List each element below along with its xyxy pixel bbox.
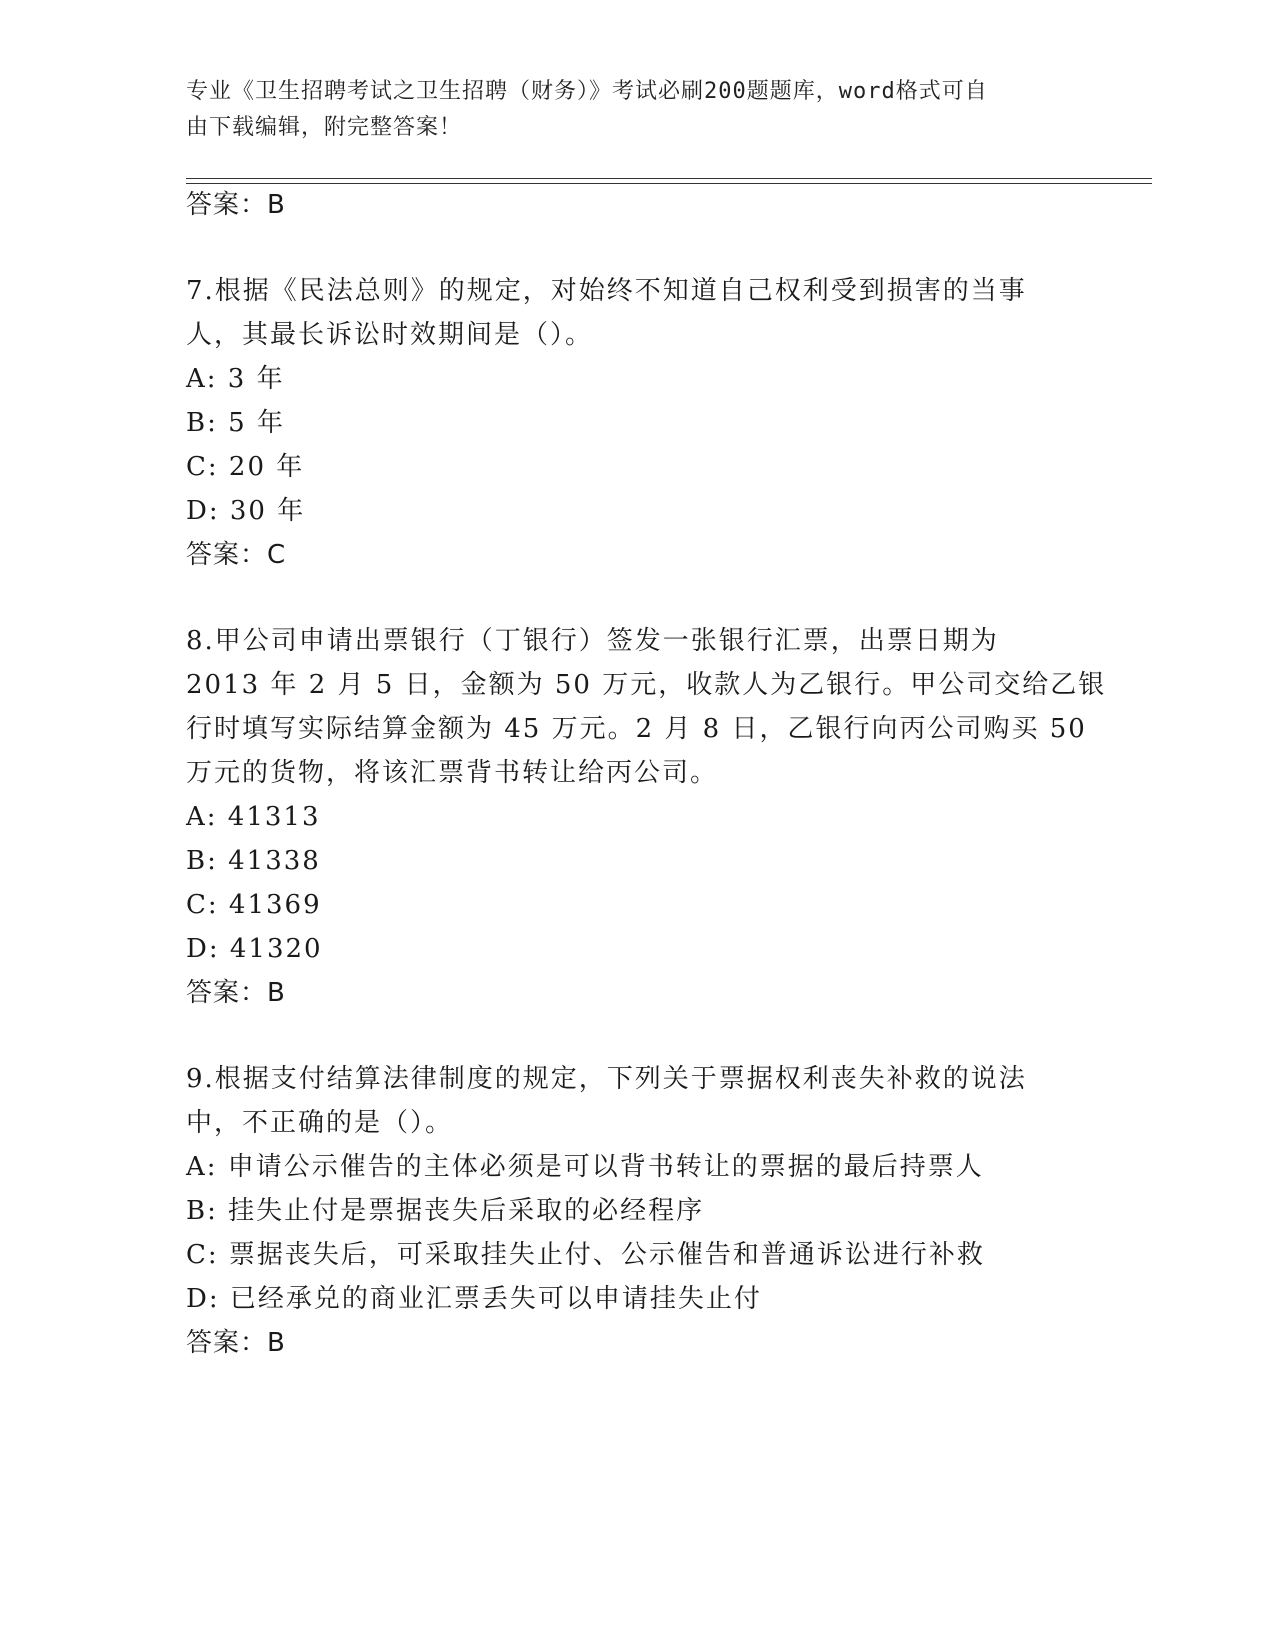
header-line-2: 由下载编辑，附完整答案！ <box>186 115 463 140</box>
previous-answer: 答案：B <box>186 190 286 220</box>
question-8-stem-line-3: 行时填写实际结算金额为 45 万元。2 月 8 日，乙银行向丙公司购买 50 <box>186 714 1087 744</box>
question-9-stem-line-1: 9.根据支付结算法律制度的规定，下列关于票据权利丧失补救的说法 <box>186 1064 1027 1094</box>
question-9-stem-line-2: 中，不正确的是（）。 <box>186 1108 454 1138</box>
question-7-stem-line-2: 人，其最长诉讼时效期间是（）。 <box>186 320 594 350</box>
question-9-option-a: A: 申请公示催告的主体必须是可以背书转让的票据的最后持票人 <box>186 1152 984 1182</box>
question-9-option-c: C: 票据丧失后，可采取挂失止付、公示催告和普通诉讼进行补救 <box>186 1240 985 1270</box>
question-7-option-c: C: 20 年 <box>186 452 305 482</box>
question-7-option-d: D: 30 年 <box>186 496 306 526</box>
document-header <box>186 74 1066 146</box>
question-8-answer: 答案：B <box>186 978 286 1008</box>
question-8-stem-line-1: 8.甲公司申请出票银行（丁银行）签发一张银行汇票，出票日期为 <box>186 626 999 656</box>
question-8-option-a: A: 41313 <box>186 802 321 832</box>
header-divider-top <box>186 178 1152 179</box>
question-9-answer: 答案：B <box>186 1328 286 1358</box>
question-8-stem-line-2: 2013 年 2 月 5 日，金额为 50 万元，收款人为乙银行。甲公司交给乙银 <box>186 670 1107 700</box>
question-7-option-a: A: 3 年 <box>186 364 285 394</box>
question-7-stem-line-1: 7.根据《民法总则》的规定，对始终不知道自己权利受到损害的当事 <box>186 276 1027 306</box>
question-8-option-d: D: 41320 <box>186 934 323 964</box>
question-8-stem-line-4: 万元的货物，将该汇票背书转让给丙公司。 <box>186 758 719 788</box>
question-8-option-b: B: 41338 <box>186 846 321 876</box>
question-8-option-c: C: 41369 <box>186 890 322 920</box>
header-line-1: 专业《卫生招聘考试之卫生招聘（财务）》考试必刷200题题库，word格式可自 <box>186 79 988 104</box>
question-7-option-b: B: 5 年 <box>186 408 285 438</box>
question-9-option-b: B: 挂失止付是票据丧失后采取的必经程序 <box>186 1196 705 1226</box>
question-9-option-d: D: 已经承兑的商业汇票丢失可以申请挂失止付 <box>186 1284 762 1314</box>
header-divider-bottom <box>186 183 1152 184</box>
question-7-answer: 答案：C <box>186 540 287 570</box>
